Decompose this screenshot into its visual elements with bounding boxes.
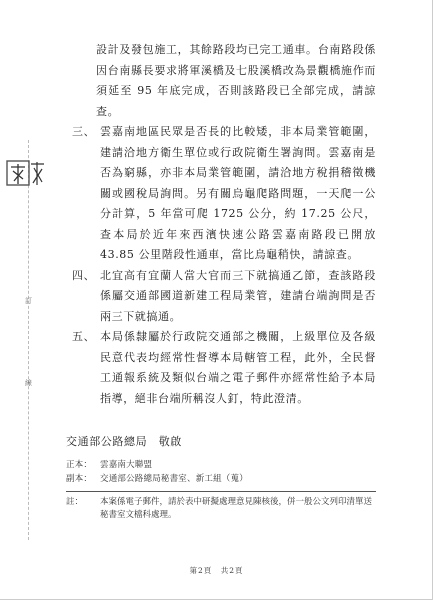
fuben-label: 副本： xyxy=(66,474,93,484)
binding-mark-top: 訂 xyxy=(25,297,32,305)
binding-mark-bottom: 線 xyxy=(25,379,32,387)
item-number: 五、 xyxy=(72,330,96,343)
item-four xyxy=(72,266,376,328)
zhengben-label: 正本： xyxy=(66,460,93,470)
binding-line xyxy=(28,140,29,540)
item-text: 本局係隸屬於行政院交通部之機關，上級單位及各級民意代表均經常性督導本局轄管工程，此外，全民督工通報系統及類似台端之電子郵件亦經常性給予本局指導，絕非台端所稱沒人釘，特此澄清。 xyxy=(100,330,376,405)
fuben-row xyxy=(66,472,248,486)
zhengben-row xyxy=(66,458,248,472)
distribution-list xyxy=(66,458,248,486)
note xyxy=(66,496,376,522)
item-text: 雲嘉南地區民眾是否長的比較矮，非本局業管範圍，建請洽地方衛生單位或行政院衛生署詢問。雲嘉南是否為窮縣，亦非本局業管範圍，請洽地方稅捐稽徵機關或國稅局詢問。另有關烏龜爬路問題，一天爬一公分計算，5 年當可爬 1725 公分，約 17.25 公尺，查本局於近年來西濱快速公路雲嘉南路段已開放 43.85 公里階段性通車，當比烏龜稍快，請諒查。 xyxy=(100,125,376,261)
item-text: 北宜高有宜蘭人當大官而三下就搞通乙節，查該路段係屬交通部國道新建工程局業管，建請台端詢問是否兩三下就搞通。 xyxy=(100,268,376,323)
item-number: 四、 xyxy=(72,268,96,282)
divider xyxy=(66,491,376,492)
handwritten-stamp xyxy=(4,158,48,188)
note-text: 本案係電子郵件，請於表中研擬處理意見陳核後，併一般公文列印清單送秘書室文檔科處理。 xyxy=(100,497,373,520)
item-number: 三、 xyxy=(72,125,96,138)
fuben-value: 交通部公路總局秘書室、新工組（蒐） xyxy=(100,474,248,484)
item-five xyxy=(72,327,376,409)
item-three xyxy=(72,122,376,266)
note-label: 註： xyxy=(66,497,84,507)
page-number: 第2頁 共2頁 xyxy=(189,566,244,575)
zhengben-value: 雲嘉南大聯盟 xyxy=(100,460,153,470)
signature: 交通部公路總局 敬啟 xyxy=(66,435,182,448)
continued-paragraph: 設計及發包施工，其餘路段均已完工通車。台南路段係因台南縣長要求將軍溪橋及七股溪橋改為景觀橋施作而須延至 95 年底完成，否則該路段已全部完成，請諒查。 xyxy=(96,43,376,118)
letter-body xyxy=(72,40,376,409)
